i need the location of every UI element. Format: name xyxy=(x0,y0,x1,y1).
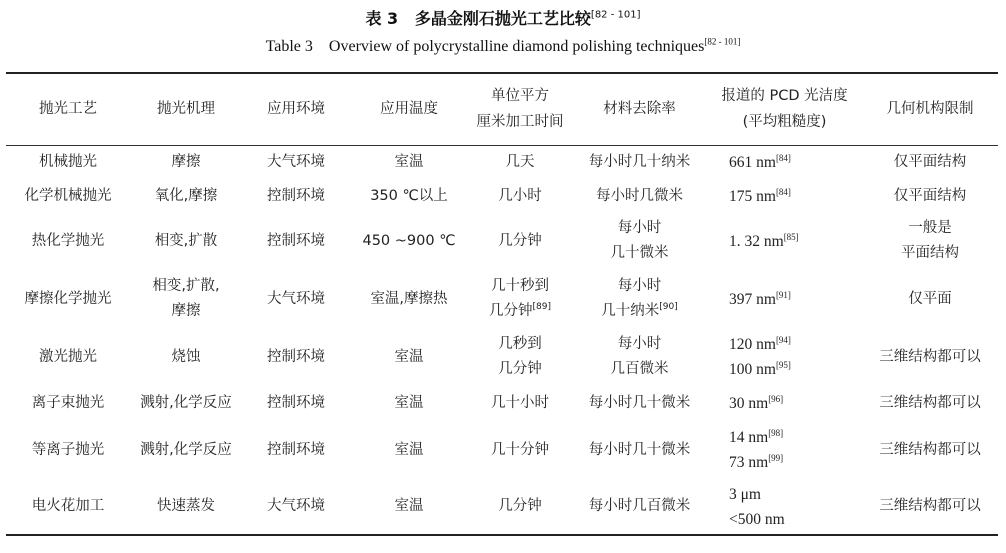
citation-ref: [96] xyxy=(768,393,784,404)
cell-text: 几百微米 xyxy=(610,361,669,377)
table-cell xyxy=(862,421,998,479)
table-cell xyxy=(862,385,998,421)
cell-line xyxy=(729,425,862,450)
cell-line xyxy=(729,391,862,416)
cell-text: 几十纳米 xyxy=(601,303,660,319)
table-cell xyxy=(862,145,998,179)
cell-line xyxy=(572,150,707,175)
cell-line xyxy=(572,241,707,266)
column-header xyxy=(572,73,707,145)
caption-label-en: Table 3 xyxy=(265,38,313,55)
cell-text: 摩擦 xyxy=(171,303,201,319)
table-cell: 激光抛光 xyxy=(39,348,97,365)
table-cell xyxy=(130,179,242,213)
table-row xyxy=(6,479,998,535)
cell-text: 几分钟 xyxy=(489,303,533,319)
cell-line xyxy=(729,332,862,357)
cell-text: 仅平面结构 xyxy=(893,153,967,170)
cell-text: 几小时 xyxy=(498,187,542,204)
cell-line xyxy=(130,150,242,175)
cell-line xyxy=(468,229,572,254)
table-cell: 控制环境 xyxy=(267,394,325,411)
table-cell: 控制环境 xyxy=(267,441,325,458)
table-cell xyxy=(468,213,572,269)
cell-line xyxy=(729,229,862,254)
cell-text: 溅射,化学反应 xyxy=(140,394,232,411)
cell-line xyxy=(729,482,862,507)
cell-text: 平面结构 xyxy=(901,245,959,261)
cell-line xyxy=(468,357,572,382)
cell-text: 三维结构都可以 xyxy=(879,498,981,514)
cell-text: 摩擦 xyxy=(171,153,201,170)
table-cell xyxy=(707,479,862,535)
column-header-line: 厘米加工时间 xyxy=(476,114,564,131)
cell-line xyxy=(572,274,707,299)
table-cell xyxy=(130,213,242,269)
cell-line xyxy=(729,450,862,475)
table-cell xyxy=(862,479,998,535)
table-cell: 大气环境 xyxy=(267,153,325,170)
cell-text: 每小时几十微米 xyxy=(588,394,691,411)
cell-text: 30 nm xyxy=(729,394,769,412)
cell-text: 三维结构都可以 xyxy=(879,394,981,411)
cell-line xyxy=(729,150,862,175)
cell-line xyxy=(130,299,242,324)
cell-text: 三维结构都可以 xyxy=(879,348,981,365)
column-header xyxy=(862,73,998,145)
table-caption-chinese xyxy=(0,6,1006,29)
cell-text: 快速蒸发 xyxy=(157,498,215,514)
table-row xyxy=(6,179,998,213)
table-cell xyxy=(468,269,572,329)
cell-line xyxy=(468,274,572,299)
table-cell xyxy=(707,213,862,269)
table-cell xyxy=(862,329,998,385)
citation-ref: [84] xyxy=(775,152,791,163)
table-cell xyxy=(468,421,572,479)
cell-text: 100 nm xyxy=(729,361,776,378)
table-cell: 控制环境 xyxy=(267,187,325,204)
cell-line xyxy=(729,357,862,382)
table-cell xyxy=(572,269,707,329)
cell-text: 几分钟 xyxy=(498,498,542,514)
cell-text: 一般是 xyxy=(908,220,952,236)
table-cell: 控制环境 xyxy=(267,232,325,249)
cell-text: 397 nm xyxy=(729,290,776,308)
cell-text: 仅平面 xyxy=(908,290,952,307)
cell-line xyxy=(468,391,572,416)
table-cell xyxy=(707,179,862,213)
cell-text: 溅射,化学反应 xyxy=(140,441,232,458)
table-row xyxy=(6,269,998,329)
caption-reference: [82 - 101] xyxy=(590,9,641,21)
table-cell xyxy=(862,269,998,329)
table-cell xyxy=(130,479,242,535)
column-header-line: 抛光工艺 xyxy=(39,101,97,118)
cell-text: 几十微米 xyxy=(610,245,669,261)
table-cell xyxy=(572,385,707,421)
citation-ref: [91] xyxy=(775,289,791,300)
cell-text: 1. 32 nm xyxy=(729,232,784,250)
cell-line xyxy=(468,438,572,463)
table-cell xyxy=(468,479,572,535)
table-cell: 室温 xyxy=(394,498,424,514)
table-cell: 450 ~900 ℃ xyxy=(362,232,456,249)
cell-line xyxy=(130,438,242,463)
cell-text: 175 nm xyxy=(729,187,776,205)
cell-line xyxy=(729,184,862,209)
cell-line xyxy=(130,229,242,254)
cell-line xyxy=(572,299,707,324)
column-header-line: 应用环境 xyxy=(267,101,325,118)
column-header-line: 应用温度 xyxy=(380,101,438,118)
cell-line xyxy=(862,184,998,209)
cell-text: 相变,扩散, xyxy=(152,278,220,294)
column-header-line: 几何机构限制 xyxy=(886,101,974,118)
citation-ref: [94] xyxy=(775,334,791,345)
caption-label: 表 3 xyxy=(365,9,399,28)
cell-text: 氧化,摩擦 xyxy=(154,187,218,204)
table-cell xyxy=(468,329,572,385)
table-cell xyxy=(130,385,242,421)
citation-ref: [85] xyxy=(783,231,799,242)
column-header xyxy=(707,73,862,145)
table-cell: 室温 xyxy=(394,441,424,458)
table-cell xyxy=(468,385,572,421)
cell-line xyxy=(862,438,998,463)
cell-text: 几十分钟 xyxy=(491,441,549,458)
citation-ref: [98] xyxy=(768,427,784,438)
cell-line xyxy=(572,184,707,209)
cell-line xyxy=(862,241,998,266)
table-cell: 机械抛光 xyxy=(39,153,97,170)
column-header xyxy=(468,73,572,145)
table-cell: 化学机械抛光 xyxy=(24,187,112,204)
cell-line xyxy=(130,184,242,209)
table-header-row xyxy=(6,73,998,145)
cell-line xyxy=(572,494,707,519)
table-cell xyxy=(572,179,707,213)
column-header-line: 单位平方 xyxy=(491,88,549,105)
table-cell: 大气环境 xyxy=(267,498,325,514)
table-cell xyxy=(572,213,707,269)
table-cell: 电火花加工 xyxy=(31,498,105,514)
cell-line xyxy=(862,494,998,519)
cell-line xyxy=(468,150,572,175)
cell-line xyxy=(468,299,572,324)
cell-text: 每小时几微米 xyxy=(596,187,683,204)
cell-line xyxy=(572,438,707,463)
table-cell xyxy=(707,385,862,421)
caption-title: 多晶金刚石抛光工艺比较 xyxy=(414,9,591,28)
cell-line xyxy=(130,494,242,519)
table-cell: 室温,摩擦热 xyxy=(370,290,448,307)
table-cell xyxy=(130,145,242,179)
cell-line xyxy=(729,507,862,532)
cell-line xyxy=(572,332,707,357)
cell-text: 120 nm xyxy=(729,336,776,353)
cell-text: 每小时 xyxy=(617,220,662,236)
column-header xyxy=(242,73,350,145)
table-cell xyxy=(130,329,242,385)
cell-text: 每小时几百微米 xyxy=(588,498,691,514)
cell-line xyxy=(729,287,862,312)
table-cell: 摩擦化学抛光 xyxy=(24,290,112,307)
cell-line xyxy=(130,345,242,370)
table-cell xyxy=(130,421,242,479)
table-cell: 室温 xyxy=(394,348,424,365)
cell-line xyxy=(862,216,998,241)
table-caption-english xyxy=(0,38,1006,56)
cell-line xyxy=(572,216,707,241)
cell-text: 每小时几十微米 xyxy=(588,441,691,458)
citation-ref: [90] xyxy=(659,302,678,313)
cell-text: 烧蚀 xyxy=(171,348,201,365)
cell-text: 每小时 xyxy=(617,278,662,294)
column-header xyxy=(130,73,242,145)
table-cell xyxy=(468,179,572,213)
column-header xyxy=(350,73,468,145)
cell-line xyxy=(862,391,998,416)
cell-text: 每小时几十纳米 xyxy=(588,153,691,170)
cell-text: 几天 xyxy=(505,153,535,170)
table-cell xyxy=(468,145,572,179)
cell-text: 661 nm xyxy=(729,153,776,171)
table-cell: 热化学抛光 xyxy=(31,232,105,249)
cell-line xyxy=(468,332,572,357)
table-cell: 离子束抛光 xyxy=(31,394,105,411)
table-cell xyxy=(572,329,707,385)
caption-title-en: Overview of polycrystalline diamond polishing techniques xyxy=(328,38,705,55)
cell-line xyxy=(862,345,998,370)
cell-text: 每小时 xyxy=(617,336,662,352)
cell-text: 相变,扩散 xyxy=(154,232,218,249)
table-cell xyxy=(707,329,862,385)
cell-text: 三维结构都可以 xyxy=(879,441,981,458)
cell-text: 3 μm xyxy=(729,485,761,503)
cell-line xyxy=(862,150,998,175)
table-row xyxy=(6,213,998,269)
cell-line xyxy=(468,184,572,209)
table-body xyxy=(6,145,998,535)
cell-text: 仅平面结构 xyxy=(893,187,967,204)
cell-line xyxy=(130,274,242,299)
comparison-table xyxy=(6,72,998,536)
cell-line xyxy=(572,391,707,416)
citation-ref: [84] xyxy=(775,186,791,197)
citation-ref: [89] xyxy=(532,302,551,313)
column-header-line: 材料去除率 xyxy=(603,101,676,118)
cell-text: 几分钟 xyxy=(498,232,542,249)
table-cell: 室温 xyxy=(394,153,424,170)
cell-line xyxy=(572,357,707,382)
column-header-line: (平均粗糙度) xyxy=(742,114,827,131)
cell-text: 73 nm xyxy=(729,454,769,471)
cell-line xyxy=(130,391,242,416)
table-cell: 大气环境 xyxy=(267,290,325,307)
cell-text: 几分钟 xyxy=(498,361,542,377)
cell-text: <500 nm xyxy=(729,510,785,528)
table-cell: 室温 xyxy=(394,394,424,411)
table-row xyxy=(6,145,998,179)
table-cell xyxy=(862,179,998,213)
cell-text: 几秒到 xyxy=(498,336,542,352)
column-header-line: 抛光机理 xyxy=(157,101,215,118)
cell-text: 14 nm xyxy=(729,429,769,446)
table-cell xyxy=(572,479,707,535)
column-header xyxy=(6,73,130,145)
table-cell xyxy=(862,213,998,269)
table-cell: 控制环境 xyxy=(267,348,325,365)
table-cell xyxy=(707,421,862,479)
table-cell: 等离子抛光 xyxy=(31,441,105,458)
citation-ref: [95] xyxy=(775,359,791,370)
table-cell xyxy=(130,269,242,329)
table-row xyxy=(6,329,998,385)
cell-text: 几十小时 xyxy=(491,394,549,411)
table-row xyxy=(6,385,998,421)
citation-ref: [99] xyxy=(768,452,784,463)
caption-reference-en: [82 - 101] xyxy=(704,36,741,47)
table-cell xyxy=(707,145,862,179)
table-row xyxy=(6,421,998,479)
table-cell xyxy=(572,421,707,479)
cell-line xyxy=(468,494,572,519)
table-cell xyxy=(707,269,862,329)
column-header-line: 报道的 PCD 光洁度 xyxy=(721,88,848,105)
cell-text: 几十秒到 xyxy=(491,278,549,294)
table-cell xyxy=(572,145,707,179)
cell-line xyxy=(862,287,998,312)
table-cell: 350 ℃以上 xyxy=(370,187,448,204)
